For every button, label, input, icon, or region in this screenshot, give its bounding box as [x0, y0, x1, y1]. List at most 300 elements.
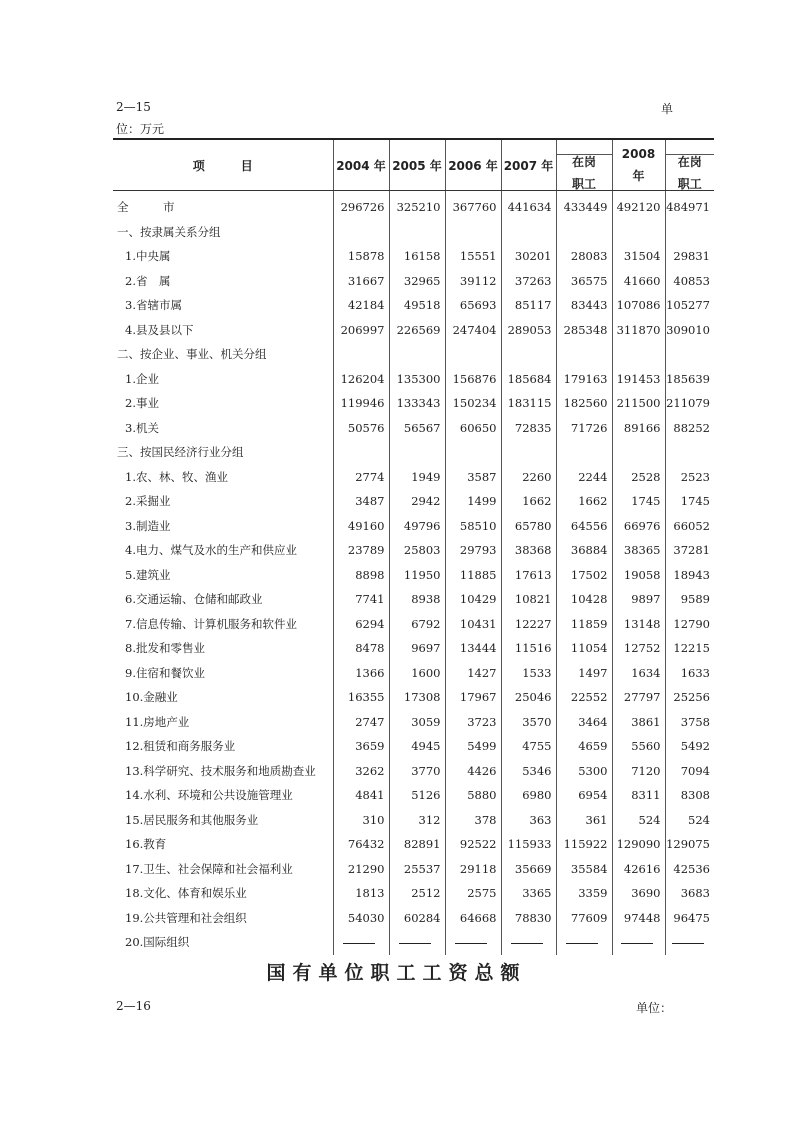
value-cell: 182560	[556, 391, 612, 416]
value-cell: 1533	[501, 661, 556, 686]
table-row	[113, 244, 714, 269]
value-cell: 49796	[389, 514, 445, 539]
value-cell: 49518	[389, 293, 445, 318]
row-label: 三、按国民经济行业分组	[117, 445, 244, 460]
row-label: 4.县及县以下	[125, 322, 194, 337]
value-cell: 8478	[333, 636, 389, 661]
value-cell: 367760	[445, 191, 501, 220]
value-cell	[556, 220, 612, 245]
value-cell	[333, 440, 389, 465]
value-cell: 2942	[389, 489, 445, 514]
table-row	[113, 808, 714, 833]
table-row	[113, 269, 714, 294]
dash-mark	[566, 943, 598, 944]
value-cell: 1366	[333, 661, 389, 686]
row-label: 14.水利、环境和公共设施管理业	[125, 788, 293, 803]
row-label: 5.建筑业	[125, 567, 171, 582]
row-label: 1.农、林、牧、渔业	[125, 469, 228, 484]
value-cell: 5880	[445, 783, 501, 808]
value-cell	[445, 440, 501, 465]
value-cell: 325210	[389, 191, 445, 220]
table-row	[113, 612, 714, 637]
row-label: 2.事业	[125, 396, 159, 411]
row-label: 二、按企业、事业、机关分组	[117, 347, 267, 362]
value-cell: 41660	[612, 269, 665, 294]
value-cell: 312	[389, 808, 445, 833]
row-label: 11.房地产业	[125, 714, 190, 729]
value-cell: 3723	[445, 710, 501, 735]
row-label: 18.文化、体育和娱乐业	[125, 886, 247, 901]
value-cell: 5492	[665, 734, 714, 759]
table-row	[113, 881, 714, 906]
value-cell: 19058	[612, 563, 665, 588]
table-row	[113, 293, 714, 318]
value-cell: 60650	[445, 416, 501, 441]
table-row	[113, 342, 714, 367]
value-cell: 3570	[501, 710, 556, 735]
value-cell: 66976	[612, 514, 665, 539]
dash-mark	[343, 943, 375, 944]
table-row	[113, 906, 714, 931]
value-cell: 97448	[612, 906, 665, 931]
table-row	[113, 191, 714, 220]
value-cell: 42616	[612, 857, 665, 882]
value-cell: 64668	[445, 906, 501, 931]
row-label: 19.公共管理和社会组织	[125, 910, 247, 925]
value-cell: 76432	[333, 832, 389, 857]
value-cell: 1427	[445, 661, 501, 686]
value-cell: 3861	[612, 710, 665, 735]
value-cell: 10821	[501, 587, 556, 612]
value-cell: 3464	[556, 710, 612, 735]
row-label: 10.金融业	[125, 690, 178, 705]
value-cell: 115922	[556, 832, 612, 857]
row-label: 9.住宿和餐饮业	[125, 665, 205, 680]
value-cell: 85117	[501, 293, 556, 318]
row-label: 13.科学研究、技术服务和地质勘查业	[125, 763, 316, 778]
value-cell: 11859	[556, 612, 612, 637]
value-cell: 1745	[612, 489, 665, 514]
value-cell: 524	[665, 808, 714, 833]
value-cell: 25803	[389, 538, 445, 563]
value-cell: 3262	[333, 759, 389, 784]
value-cell	[665, 220, 714, 245]
value-cell	[389, 342, 445, 367]
col-item: 项 目	[113, 139, 333, 191]
value-cell: 11950	[389, 563, 445, 588]
value-cell: 2512	[389, 881, 445, 906]
value-cell	[389, 440, 445, 465]
value-cell: 64556	[556, 514, 612, 539]
value-cell: 156876	[445, 367, 501, 392]
value-cell	[665, 930, 714, 955]
col-2004: 2004 年	[333, 139, 389, 191]
value-cell: 29118	[445, 857, 501, 882]
value-cell: 1662	[501, 489, 556, 514]
value-cell	[389, 930, 445, 955]
value-cell	[501, 440, 556, 465]
col-2008	[612, 139, 665, 191]
value-cell	[612, 220, 665, 245]
value-cell: 17967	[445, 685, 501, 710]
value-cell	[665, 440, 714, 465]
value-cell: 4426	[445, 759, 501, 784]
value-cell	[556, 930, 612, 955]
value-cell: 11054	[556, 636, 612, 661]
value-cell: 492120	[612, 191, 665, 220]
value-cell	[333, 220, 389, 245]
value-cell: 183115	[501, 391, 556, 416]
row-label: 1.中央属	[125, 249, 171, 264]
value-cell: 129090	[612, 832, 665, 857]
value-cell: 3587	[445, 465, 501, 490]
value-cell: 37281	[665, 538, 714, 563]
row-label: 16.教育	[125, 837, 167, 852]
row-label: 20.国际组织	[125, 935, 190, 950]
value-cell: 36884	[556, 538, 612, 563]
value-cell: 17502	[556, 563, 612, 588]
value-cell: 5126	[389, 783, 445, 808]
value-cell: 3758	[665, 710, 714, 735]
value-cell: 1600	[389, 661, 445, 686]
value-cell: 3359	[556, 881, 612, 906]
value-cell: 25537	[389, 857, 445, 882]
table-row	[113, 489, 714, 514]
col-2005: 2005 年	[389, 139, 445, 191]
value-cell: 296726	[333, 191, 389, 220]
value-cell: 107086	[612, 293, 665, 318]
row-label: 2.省 属	[125, 273, 171, 288]
value-cell	[333, 342, 389, 367]
row-label: 2.采掘业	[125, 494, 171, 509]
value-cell: 3659	[333, 734, 389, 759]
value-cell: 9589	[665, 587, 714, 612]
row-label: 6.交通运输、仓储和邮政业	[125, 592, 263, 607]
dash-mark	[672, 943, 704, 944]
value-cell: 3683	[665, 881, 714, 906]
value-cell: 29831	[665, 244, 714, 269]
value-cell: 30201	[501, 244, 556, 269]
value-cell: 3690	[612, 881, 665, 906]
value-cell: 3770	[389, 759, 445, 784]
value-cell: 10429	[445, 587, 501, 612]
table-row	[113, 734, 714, 759]
value-cell: 31504	[612, 244, 665, 269]
value-cell: 2575	[445, 881, 501, 906]
value-cell: 11885	[445, 563, 501, 588]
table-row	[113, 538, 714, 563]
table-row	[113, 930, 714, 955]
value-cell: 92522	[445, 832, 501, 857]
value-cell: 96475	[665, 906, 714, 931]
value-cell: 12790	[665, 612, 714, 637]
header-row	[113, 139, 714, 191]
value-cell: 60284	[389, 906, 445, 931]
value-cell: 65693	[445, 293, 501, 318]
value-cell: 211500	[612, 391, 665, 416]
row-label: 3.省辖市属	[125, 298, 182, 313]
value-cell: 5560	[612, 734, 665, 759]
value-cell: 2523	[665, 465, 714, 490]
value-cell: 17308	[389, 685, 445, 710]
col-2007: 2007 年	[501, 139, 556, 191]
dash-mark	[399, 943, 431, 944]
value-cell	[665, 342, 714, 367]
value-cell: 6980	[501, 783, 556, 808]
value-cell: 23789	[333, 538, 389, 563]
value-cell: 115933	[501, 832, 556, 857]
value-cell: 28083	[556, 244, 612, 269]
value-cell: 35669	[501, 857, 556, 882]
value-cell: 4841	[333, 783, 389, 808]
table-row	[113, 685, 714, 710]
value-cell: 1634	[612, 661, 665, 686]
row-label: 3.制造业	[125, 518, 171, 533]
value-cell: 4659	[556, 734, 612, 759]
value-cell: 4755	[501, 734, 556, 759]
row-label: 一、按隶属关系分组	[117, 224, 221, 239]
table-row	[113, 759, 714, 784]
col-label: 年	[632, 169, 645, 183]
value-cell: 25256	[665, 685, 714, 710]
col-label: 在岗	[677, 154, 702, 169]
unit-label-part1: 单	[661, 102, 674, 116]
dash-mark	[455, 943, 487, 944]
value-cell: 1949	[389, 465, 445, 490]
value-cell: 65780	[501, 514, 556, 539]
value-cell: 524	[612, 808, 665, 833]
value-cell: 36575	[556, 269, 612, 294]
value-cell: 179163	[556, 367, 612, 392]
value-cell: 1813	[333, 881, 389, 906]
value-cell: 310	[333, 808, 389, 833]
value-cell: 10428	[556, 587, 612, 612]
table-row	[113, 636, 714, 661]
value-cell: 15878	[333, 244, 389, 269]
next-unit-label: 单位：	[636, 1001, 673, 1015]
value-cell: 185639	[665, 367, 714, 392]
unit-label-part2: 位：万元	[116, 122, 165, 136]
value-cell: 54030	[333, 906, 389, 931]
value-cell: 7741	[333, 587, 389, 612]
value-cell: 441634	[501, 191, 556, 220]
value-cell: 77609	[556, 906, 612, 931]
value-cell: 5346	[501, 759, 556, 784]
value-cell: 31667	[333, 269, 389, 294]
next-table-number: 2—16	[116, 999, 151, 1013]
table-row	[113, 391, 714, 416]
value-cell	[612, 930, 665, 955]
value-cell: 5499	[445, 734, 501, 759]
value-cell: 150234	[445, 391, 501, 416]
value-cell: 72835	[501, 416, 556, 441]
table-row	[113, 857, 714, 882]
value-cell: 1499	[445, 489, 501, 514]
table-row	[113, 318, 714, 343]
value-cell: 89166	[612, 416, 665, 441]
value-cell: 119946	[333, 391, 389, 416]
value-cell: 35584	[556, 857, 612, 882]
value-cell: 12227	[501, 612, 556, 637]
row-label: 15.居民服务和其他服务业	[125, 812, 259, 827]
value-cell	[445, 220, 501, 245]
value-cell: 2528	[612, 465, 665, 490]
value-cell: 13444	[445, 636, 501, 661]
value-cell: 49160	[333, 514, 389, 539]
value-cell	[556, 440, 612, 465]
table-row	[113, 514, 714, 539]
value-cell: 105277	[665, 293, 714, 318]
value-cell: 206997	[333, 318, 389, 343]
value-cell: 6954	[556, 783, 612, 808]
value-cell: 12215	[665, 636, 714, 661]
value-cell: 8898	[333, 563, 389, 588]
value-cell: 3487	[333, 489, 389, 514]
value-cell: 16158	[389, 244, 445, 269]
value-cell: 50576	[333, 416, 389, 441]
value-cell	[445, 930, 501, 955]
value-cell: 6294	[333, 612, 389, 637]
value-cell: 83443	[556, 293, 612, 318]
row-label: 7.信息传输、计算机服务和软件业	[125, 616, 297, 631]
value-cell: 2244	[556, 465, 612, 490]
value-cell: 39112	[445, 269, 501, 294]
value-cell: 309010	[665, 318, 714, 343]
value-cell	[556, 342, 612, 367]
value-cell: 10431	[445, 612, 501, 637]
value-cell: 126204	[333, 367, 389, 392]
value-cell: 247404	[445, 318, 501, 343]
value-cell	[389, 220, 445, 245]
value-cell: 71726	[556, 416, 612, 441]
value-cell: 17613	[501, 563, 556, 588]
value-cell	[612, 440, 665, 465]
value-cell: 38365	[612, 538, 665, 563]
col-2006: 2006 年	[445, 139, 501, 191]
value-cell: 133343	[389, 391, 445, 416]
table-row	[113, 661, 714, 686]
value-cell: 5300	[556, 759, 612, 784]
row-label: 3.机关	[125, 420, 159, 435]
value-cell: 82891	[389, 832, 445, 857]
value-cell: 3365	[501, 881, 556, 906]
value-cell: 484971	[665, 191, 714, 220]
value-cell	[333, 930, 389, 955]
value-cell: 2260	[501, 465, 556, 490]
value-cell: 88252	[665, 416, 714, 441]
value-cell: 40853	[665, 269, 714, 294]
value-cell: 4945	[389, 734, 445, 759]
col-2007-onpost	[556, 139, 612, 191]
table-row	[113, 367, 714, 392]
col-label: 职工	[571, 176, 596, 191]
table-row	[113, 465, 714, 490]
value-cell: 285348	[556, 318, 612, 343]
value-cell: 191453	[612, 367, 665, 392]
col-label: 在岗	[571, 154, 596, 169]
value-cell: 3059	[389, 710, 445, 735]
value-cell: 361	[556, 808, 612, 833]
value-cell: 78830	[501, 906, 556, 931]
value-cell: 15551	[445, 244, 501, 269]
dash-mark	[621, 943, 653, 944]
value-cell: 1633	[665, 661, 714, 686]
value-cell: 8938	[389, 587, 445, 612]
dash-mark	[511, 943, 543, 944]
table-row	[113, 220, 714, 245]
value-cell	[612, 342, 665, 367]
value-cell: 18943	[665, 563, 714, 588]
next-table-title: 国有单位职工工资总额	[266, 962, 527, 984]
value-cell: 1745	[665, 489, 714, 514]
row-label: 17.卫生、社会保障和社会福利业	[125, 861, 293, 876]
value-cell: 363	[501, 808, 556, 833]
value-cell: 42184	[333, 293, 389, 318]
value-cell: 129075	[665, 832, 714, 857]
value-cell: 135300	[389, 367, 445, 392]
row-label: 4.电力、煤气及水的生产和供应业	[125, 543, 297, 558]
value-cell: 32965	[389, 269, 445, 294]
value-cell: 2774	[333, 465, 389, 490]
value-cell: 211079	[665, 391, 714, 416]
value-cell: 311870	[612, 318, 665, 343]
value-cell: 1497	[556, 661, 612, 686]
col-label: 2008	[621, 147, 656, 161]
value-cell	[501, 930, 556, 955]
wage-table	[113, 138, 714, 955]
value-cell: 21290	[333, 857, 389, 882]
table-row	[113, 563, 714, 588]
row-label: 12.租赁和商务服务业	[125, 739, 236, 754]
value-cell: 66052	[665, 514, 714, 539]
value-cell: 58510	[445, 514, 501, 539]
value-cell: 22552	[556, 685, 612, 710]
row-label: 8.批发和零售业	[125, 641, 205, 656]
value-cell: 7094	[665, 759, 714, 784]
value-cell: 27797	[612, 685, 665, 710]
col-2008-onpost	[665, 139, 714, 191]
value-cell: 42536	[665, 857, 714, 882]
value-cell: 56567	[389, 416, 445, 441]
row-label: 全 市	[117, 200, 175, 215]
col-label: 职工	[677, 176, 702, 191]
value-cell: 37263	[501, 269, 556, 294]
value-cell: 433449	[556, 191, 612, 220]
value-cell: 6792	[389, 612, 445, 637]
table-row	[113, 416, 714, 441]
table-row	[113, 710, 714, 735]
value-cell: 25046	[501, 685, 556, 710]
table-row	[113, 832, 714, 857]
value-cell: 9697	[389, 636, 445, 661]
table-row	[113, 587, 714, 612]
value-cell	[501, 342, 556, 367]
table-row	[113, 440, 714, 465]
value-cell: 289053	[501, 318, 556, 343]
value-cell: 8308	[665, 783, 714, 808]
value-cell: 9897	[612, 587, 665, 612]
value-cell: 2747	[333, 710, 389, 735]
value-cell: 12752	[612, 636, 665, 661]
table-row	[113, 783, 714, 808]
value-cell: 11516	[501, 636, 556, 661]
value-cell	[445, 342, 501, 367]
value-cell: 7120	[612, 759, 665, 784]
value-cell: 1662	[556, 489, 612, 514]
row-label: 1.企业	[125, 371, 159, 386]
value-cell: 8311	[612, 783, 665, 808]
value-cell: 378	[445, 808, 501, 833]
